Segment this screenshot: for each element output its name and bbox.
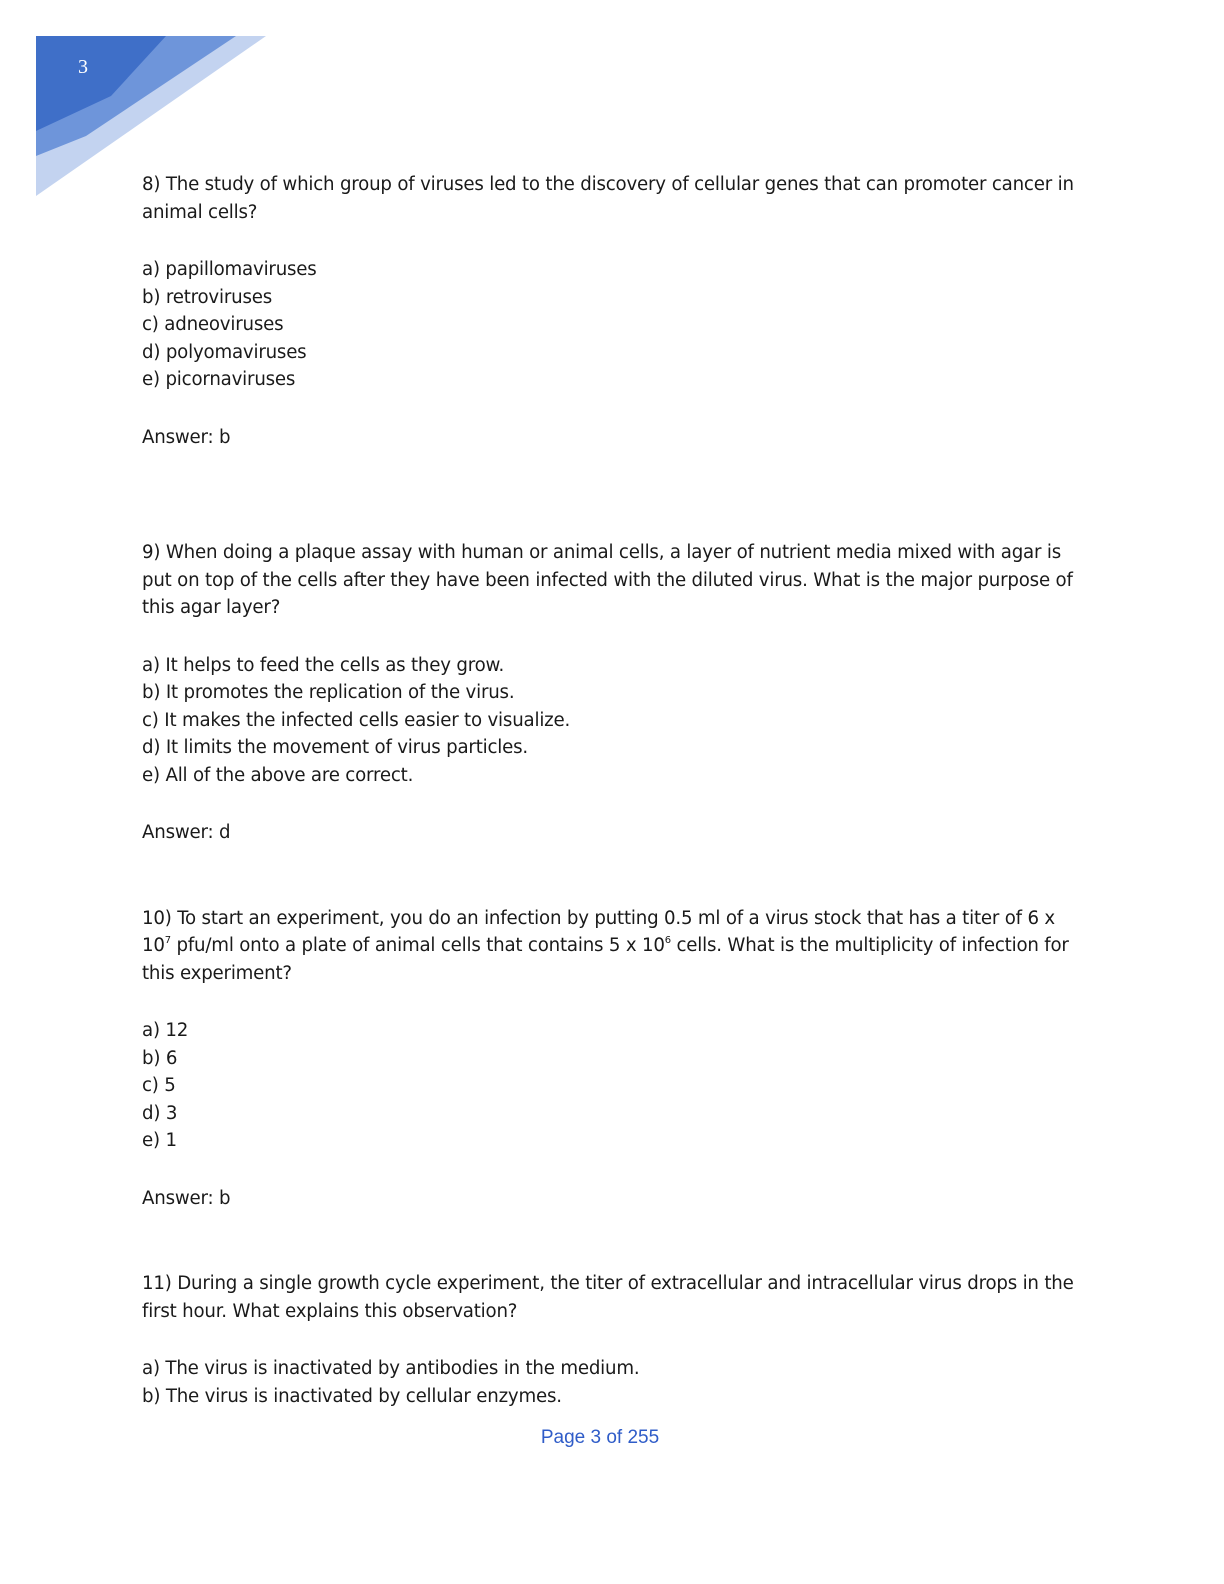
option-item: d) It limits the movement of virus particles. xyxy=(142,737,528,758)
question-block xyxy=(142,1270,1082,1410)
option-item: b) 6 xyxy=(142,1047,178,1069)
answer-options xyxy=(142,652,1082,790)
option-item: a) The virus is inactivated by antibodies in the medium. xyxy=(142,1358,640,1379)
question-block xyxy=(142,539,1082,847)
question-text: 9) When doing a plaque assay with human or animal cells, a layer of nutrient media mixed with agar is put on top of the cells after they have been infected with the diluted virus. What is the major purpose of this agar layer? xyxy=(142,542,1073,618)
option-item: e) 1 xyxy=(142,1130,177,1151)
answer-options xyxy=(142,256,1082,394)
option-item: c) 5 xyxy=(142,1075,176,1096)
option-item: a) 12 xyxy=(142,1020,189,1041)
page-number: 3 xyxy=(78,56,88,78)
page-footer: Page 3 of 255 xyxy=(540,1427,660,1448)
question-block xyxy=(142,171,1082,451)
question-text: 8) The study of which group of viruses led to the discovery of cellular genes that can promoter cancer in animal cells? xyxy=(142,174,1074,223)
answer-options xyxy=(142,1017,1082,1155)
question-text: 11) During a single growth cycle experiment, the titer of extracellular and intracellular virus drops in the first hour. What explains this observation? xyxy=(142,1273,1074,1322)
option-item: b) retroviruses xyxy=(142,286,272,308)
option-item: e) picornaviruses xyxy=(142,369,296,390)
answer-text: Answer: d xyxy=(142,822,231,843)
option-item: c) It makes the infected cells easier to visualize. xyxy=(142,709,571,731)
option-item: d) 3 xyxy=(142,1102,178,1124)
option-item: d) polyomaviruses xyxy=(142,341,307,363)
question-text-part: pfu/ml onto a plate of animal cells that contains 5 x 10 xyxy=(170,935,665,956)
option-item: a) papillomaviruses xyxy=(142,259,317,280)
answer-text: Answer: b xyxy=(142,426,231,448)
exponent: 7 xyxy=(164,935,171,946)
question-list xyxy=(142,171,1082,1410)
option-item: e) All of the above are correct. xyxy=(142,764,414,786)
answer-text: Answer: b xyxy=(142,1187,231,1209)
question-text xyxy=(142,905,1082,988)
question-text-part: 10) To start an experiment, you do an infection by putting 0.5 ml of a virus stock that has a titer of 6 x 10 xyxy=(142,907,1055,956)
option-item: b) The virus is inactivated by cellular enzymes. xyxy=(142,1385,562,1407)
option-item: b) It promotes the replication of the virus. xyxy=(142,682,515,703)
option-item: a) It helps to feed the cells as they grow. xyxy=(142,654,505,676)
option-item: c) adneoviruses xyxy=(142,314,284,335)
answer-options xyxy=(142,1355,1082,1410)
exponent: 6 xyxy=(664,935,671,946)
question-text-part: cells. What is the multiplicity of infection for this experiment? xyxy=(142,935,1069,984)
question-block xyxy=(142,905,1082,1213)
